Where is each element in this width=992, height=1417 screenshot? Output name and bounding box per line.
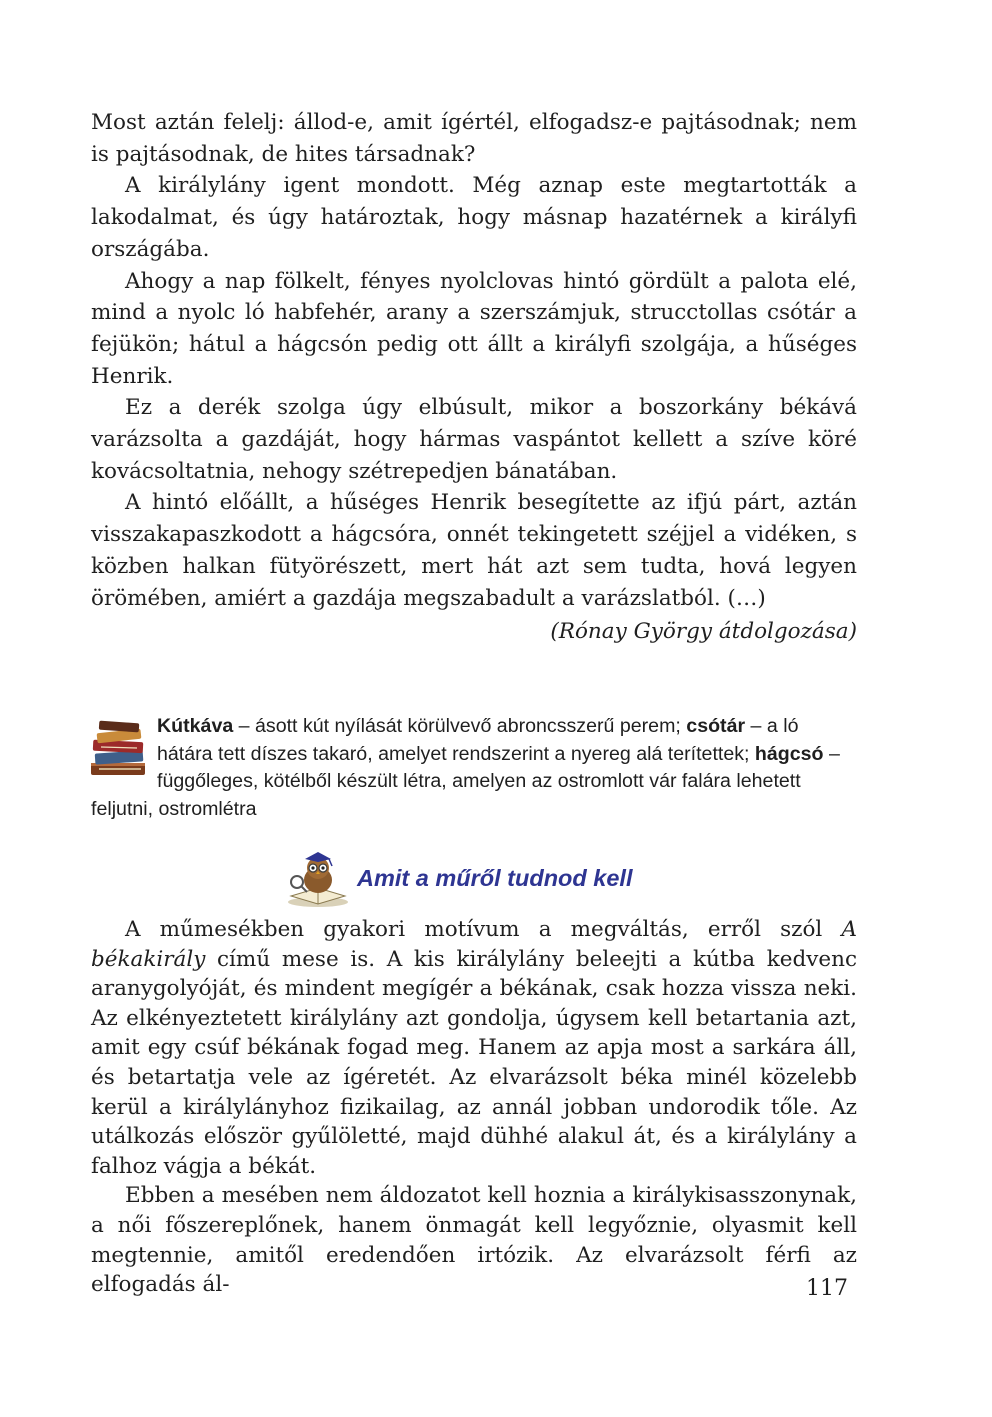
gloss-def-kutkava: – ásott kút nyílását körülvevő abroncsszerű perem;	[233, 715, 687, 737]
analysis-text	[91, 915, 857, 1300]
page-number: 117	[806, 1276, 848, 1301]
story-paragraph-4: Ez a derék szolga úgy elbúsult, mikor a boszorkány békává varázsolta a gazdáját, hogy hármas vaspántot kellett a szíve köré kovácsoltatnia, nehogy szétrepedjen bánatában.	[91, 395, 857, 484]
story-paragraph-2: A királylány igent mondott. Még aznap este megtartották a lakodalmat, és úgy határoztak, hogy másnap hazatérnek a királyfi országába.	[91, 173, 857, 262]
books-icon	[89, 717, 151, 779]
section-heading	[285, 848, 632, 908]
analysis-paragraph-2: Ebben a mesében nem áldozatot kell hoznia a királykisasszonynak, a női főszereplőnek, hanem önmagát kell legyőznie, olyasmit kell megtennie, amitől eredendően irtózik. Az elvarázsolt férfi az elfogadás ál-	[91, 1183, 857, 1298]
story-paragraph-1: Most aztán felelj: állod-e, amit ígértél, elfogadsz-e pajtásodnak; nem is pajtásodnak, de hites társadnak?	[91, 110, 857, 167]
analysis-paragraph-1	[91, 915, 857, 1181]
story-paragraph-3: Ahogy a nap fölkelt, fényes nyolclovas hintó gördült a palota elé, mind a nyolc ló habfehér, arany a szerszámjuk, strucctollas csótár a fejükön; hátul a hágcsón pedig ott állt a királyfi szolgája, a hűséges Henrik.	[91, 268, 857, 389]
analysis-p1-rest: című mese is. A kis királylány beleejti a kútba kedvenc aranygolyóját, és mindent megígér a békának, csak hozza vissza neki. Az elkényeztetett királylány azt gondolja, úgysem kell betartania azt, amit egy csúf békának fogad meg. Hanem az apja most a sarkára áll, és betartatja vele az ígéretét. Az elvarázsolt béka minél közelebb kerül a királylányhoz fizikailag, az annál jobban undorodik tőle. Az utálkozás először gyűlöletté, majd dühhé alakul át, és a királylány a falhoz vágja a békát.	[91, 946, 857, 1179]
story-text	[91, 107, 857, 648]
section-title: Amit a műről tudnod kell	[357, 864, 633, 891]
gloss-def-csotar: – a ló hátára tett díszes takaró, amelyet rendszerint a nyereg alá terítettek;	[157, 715, 799, 765]
gloss-term-kutkava: Kútkáva	[157, 715, 234, 737]
reading-owl-icon	[285, 848, 351, 908]
gloss-def-hagcso: – függőleges, kötélből készült létra, amelyen az ostromlott vár falára lehetett feljutni, ostromlétra	[91, 742, 840, 820]
work-title: A békakirály	[91, 917, 857, 972]
gloss-term-csotar: csótár	[686, 715, 746, 737]
attribution: (Rónay György átdolgozása)	[550, 619, 857, 645]
glossary-box	[91, 713, 857, 823]
story-paragraph-5: A hintó előállt, a hűséges Henrik besegítette az ifjú párt, aztán visszakapaszkodott a hágcsóra, onnét tekingetett széjjel a vidéken, s közben halkan fütyörészett, mert hát azt sem tudta, hová legyen örömében, amiért a gazdája megszabadult a varázslatból. (…)	[91, 490, 857, 611]
gloss-term-hagcso: hágcsó	[754, 742, 824, 765]
analysis-p1-start: A műmesékben gyakori motívum a megváltás, erről szól	[125, 917, 842, 942]
